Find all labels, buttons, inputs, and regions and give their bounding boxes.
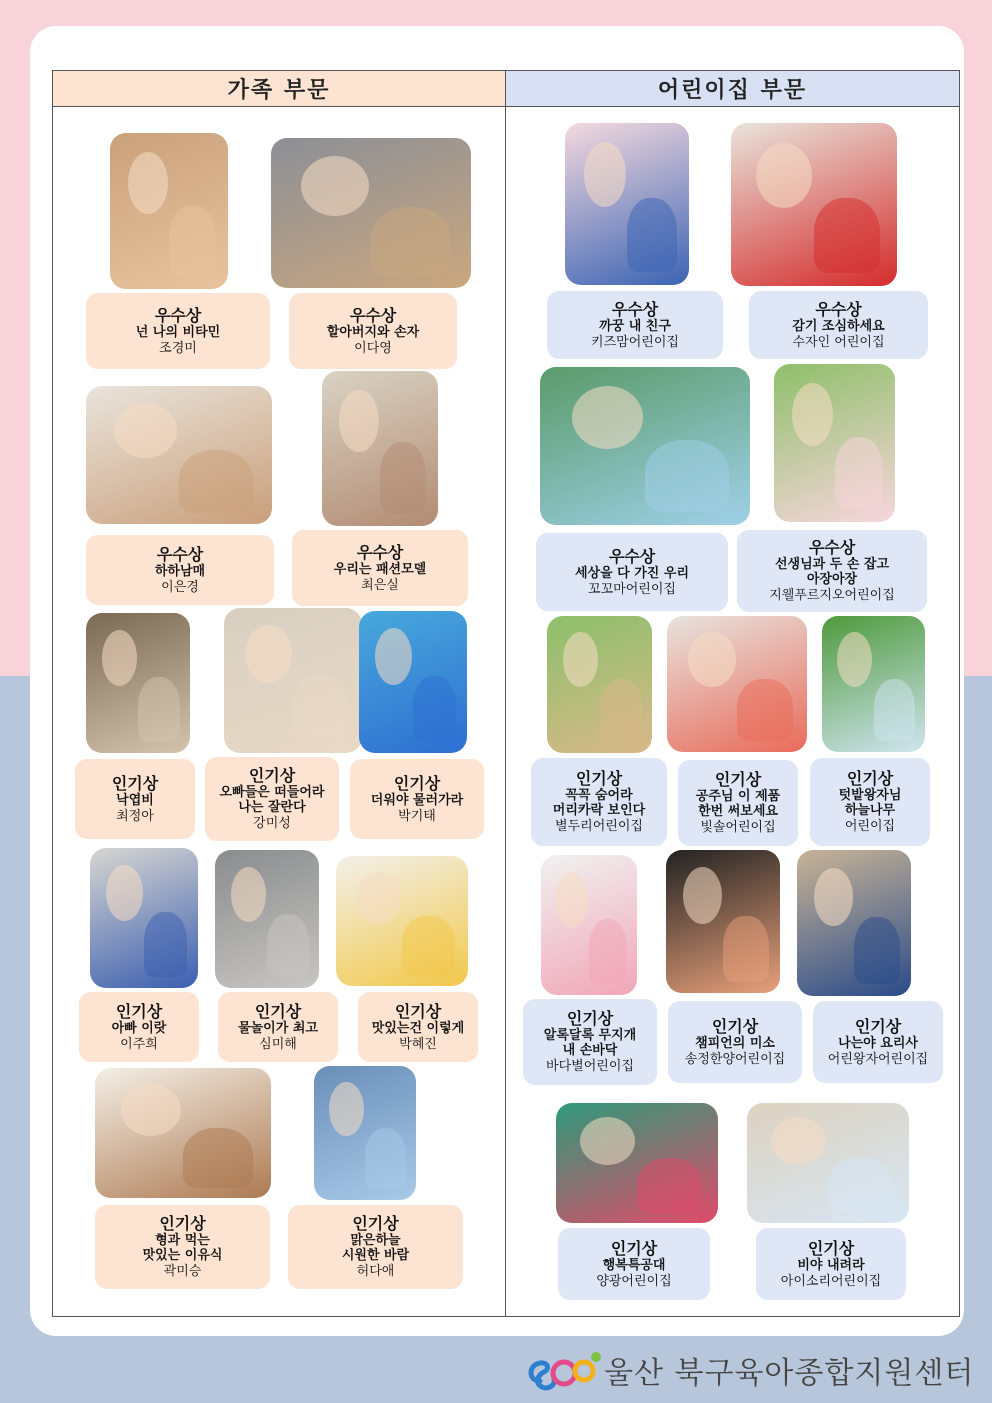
award-grade: 우수상 [154, 305, 202, 325]
family-photo [215, 850, 319, 988]
award-grade: 인기상 [575, 769, 623, 788]
entry-title: 나는야 요리사 [838, 1035, 918, 1051]
entry-title: 꼭꼭 숨어라 머리카락 보인다 [552, 788, 646, 818]
award-grade: 인기상 [248, 766, 296, 785]
award-grade: 우수상 [611, 299, 659, 319]
daycare-name: 수자인 어린이집 [792, 334, 885, 350]
award-grade: 우수상 [349, 305, 397, 325]
daycare-photo [731, 123, 897, 286]
daycare-photo [540, 367, 750, 525]
family-section-header: 가족 부문 [53, 71, 505, 107]
daycare-name: 지웰푸르지오어린이집 [769, 588, 895, 603]
entry-title: 낙엽비 [116, 792, 154, 808]
entry-title: 더워야 물러가라 [370, 792, 464, 808]
award-grade: 인기상 [854, 1016, 902, 1036]
award-grade: 인기상 [610, 1238, 658, 1258]
family-award-card [288, 1205, 463, 1289]
daycare-photo [666, 850, 780, 993]
family-photo [271, 138, 471, 288]
daycare-award-card [531, 758, 667, 846]
family-award-card [205, 757, 339, 841]
daycare-name: 어린왕자어린이집 [827, 1051, 929, 1067]
award-grade: 인기상 [394, 1001, 442, 1021]
daycare-name: 어린이집 [844, 819, 896, 834]
entrant-name: 곽미승 [163, 1264, 202, 1279]
daycare-name: 양광어린이집 [596, 1273, 672, 1289]
family-photo [86, 386, 272, 524]
center-logo-icon [526, 1347, 604, 1393]
entrant-name: 조경미 [159, 340, 197, 356]
family-photo [322, 371, 438, 526]
daycare-name: 키즈맘어린이집 [591, 334, 679, 350]
entry-title: 까꿍 내 친구 [599, 318, 671, 334]
entry-title: 감기 조심하세요 [792, 318, 885, 334]
entry-title: 맛있는건 이렇게 [371, 1020, 465, 1036]
family-award-card [95, 1205, 270, 1289]
entry-title: 물놀이가 최고 [238, 1020, 318, 1036]
award-grade: 우수상 [608, 546, 656, 566]
entry-title: 오빠들은 떠들어라 나는 잘란다 [219, 785, 325, 815]
family-photo [224, 608, 362, 753]
daycare-photo [747, 1103, 909, 1223]
daycare-photo [797, 850, 911, 996]
family-photo [314, 1066, 416, 1200]
award-grade: 우수상 [808, 538, 856, 557]
family-award-card [350, 759, 484, 839]
entry-title: 공주님 이 제품 한번 써보세요 [695, 789, 781, 819]
daycare-name: 송정한양어린이집 [684, 1051, 786, 1067]
daycare-photo [565, 123, 689, 285]
daycare-award-card [813, 1001, 943, 1083]
family-photo [110, 133, 228, 289]
daycare-award-card [536, 533, 728, 611]
daycare-award-card [810, 758, 930, 846]
daycare-name: 빛솔어린이집 [700, 820, 776, 835]
entrant-name: 이은경 [161, 579, 199, 595]
entry-title: 행복특공대 [602, 1257, 666, 1273]
entrant-name: 박혜진 [399, 1036, 437, 1052]
daycare-award-card [523, 999, 657, 1085]
entry-title: 우리는 패션모델 [333, 561, 427, 577]
family-photo [90, 848, 198, 988]
daycare-award-card [756, 1228, 906, 1300]
daycare-award-card [668, 1001, 802, 1083]
daycare-name: 꼬꼬마어린이집 [588, 581, 676, 597]
daycare-award-card [749, 291, 928, 359]
award-grade: 인기상 [115, 1001, 163, 1021]
family-award-card [358, 992, 478, 1062]
daycare-section-header: 어린이집 부문 [506, 71, 959, 107]
entrant-name: 최은실 [361, 577, 399, 593]
award-grade: 우수상 [156, 544, 204, 564]
family-photo [359, 611, 467, 753]
daycare-photo [822, 616, 925, 752]
daycare-name: 아이소리어린이집 [780, 1273, 882, 1289]
award-grade: 인기상 [159, 1214, 206, 1233]
family-award-card [289, 293, 457, 369]
daycare-name: 바다별어린이집 [546, 1059, 634, 1074]
award-grade: 인기상 [352, 1214, 399, 1233]
daycare-award-card [737, 530, 927, 612]
award-grade: 인기상 [711, 1016, 759, 1036]
daycare-award-card [558, 1228, 710, 1300]
daycare-name: 별두리어린이집 [555, 819, 643, 834]
entrant-name: 이주희 [120, 1036, 158, 1052]
daycare-award-card [678, 760, 798, 846]
award-grade: 우수상 [815, 299, 862, 319]
entry-title: 맑은하늘 시원한 바람 [341, 1233, 410, 1263]
entry-title: 넌 나의 비타민 [135, 324, 221, 340]
column-divider [505, 71, 506, 1316]
footer [526, 1345, 975, 1395]
family-award-card [218, 992, 338, 1062]
award-grade: 인기상 [566, 1009, 614, 1028]
center-name: 울산 북구육아종합지원센터 [604, 1356, 975, 1391]
entry-title: 텃밭왕자님 하늘나무 [838, 788, 902, 818]
entry-title: 할아버지와 손자 [326, 324, 420, 340]
family-award-card [86, 535, 274, 605]
entrant-name: 허다애 [356, 1264, 395, 1279]
award-grade: 인기상 [393, 773, 441, 793]
entry-title: 비야 내려라 [797, 1257, 865, 1273]
entry-title: 챔피언의 미소 [695, 1035, 775, 1051]
award-grade: 인기상 [846, 769, 894, 788]
family-photo [86, 613, 190, 753]
entry-title: 아빠 이랏 [111, 1020, 167, 1036]
daycare-photo [667, 616, 807, 752]
entrant-name: 심미해 [259, 1036, 297, 1052]
daycare-award-card [547, 291, 723, 359]
family-photo [336, 856, 468, 986]
award-grade: 인기상 [111, 773, 159, 793]
family-award-card [86, 293, 270, 369]
award-grade: 인기상 [714, 770, 762, 789]
family-award-card [79, 992, 199, 1062]
entry-title: 세상을 다 가진 우리 [574, 565, 690, 581]
family-award-card [292, 530, 468, 606]
daycare-photo [774, 364, 895, 522]
entrant-name: 강미성 [253, 816, 291, 831]
entry-title: 선생님과 두 손 잡고 아장아장 [774, 557, 890, 587]
entry-title: 하하남매 [154, 563, 206, 579]
family-award-card [75, 759, 195, 839]
daycare-photo [547, 616, 652, 753]
entry-title: 형과 먹는 맛있는 이유식 [142, 1233, 223, 1263]
daycare-photo [556, 1103, 718, 1223]
entry-title: 알록달록 무지개 내 손바닥 [543, 1028, 637, 1058]
entrant-name: 이다영 [354, 340, 392, 356]
entrant-name: 박기태 [398, 808, 436, 824]
entrant-name: 최정아 [116, 808, 154, 824]
award-grade: 인기상 [254, 1001, 302, 1021]
daycare-photo [541, 855, 637, 995]
award-grade: 인기상 [807, 1238, 855, 1258]
award-grade: 우수상 [356, 542, 404, 562]
family-photo [95, 1068, 271, 1198]
